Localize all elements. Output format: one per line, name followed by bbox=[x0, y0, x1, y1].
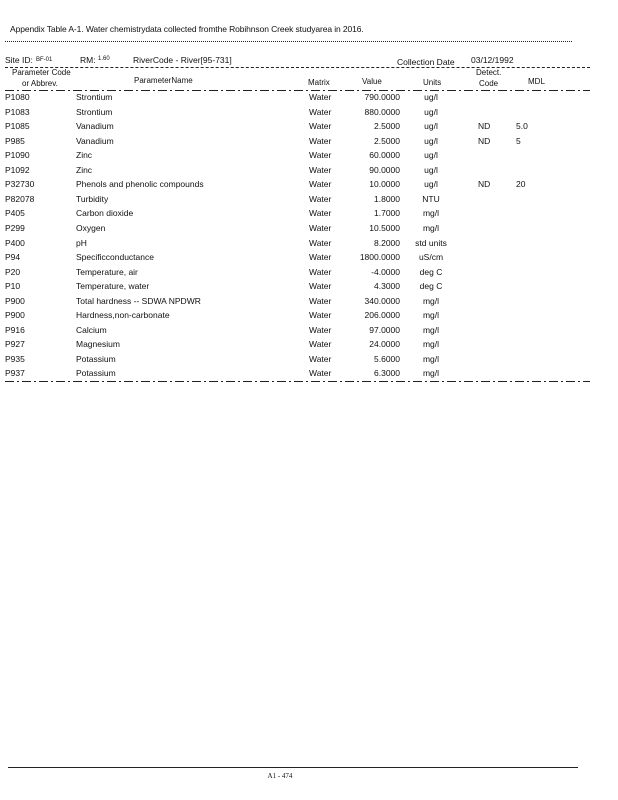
cell-matrix: Water bbox=[309, 266, 332, 277]
cell-units: ug/l bbox=[424, 150, 438, 161]
cell-matrix: Water bbox=[309, 252, 332, 263]
cell-code: P985 bbox=[5, 135, 25, 146]
cell-detect: ND bbox=[478, 121, 491, 132]
cell-name: Potassium bbox=[76, 353, 116, 364]
cell-matrix: Water bbox=[309, 150, 332, 161]
cell-name: Turbidity bbox=[76, 193, 109, 204]
cell-name: Zinc bbox=[76, 164, 93, 175]
col-header-mdl: MDL bbox=[528, 77, 545, 86]
cell-name: pH bbox=[76, 237, 87, 248]
cell-value: 1800.0000 bbox=[359, 252, 400, 263]
table-row bbox=[0, 238, 618, 252]
cell-code: P82078 bbox=[5, 193, 35, 204]
col-header-code-1: Parameter Code bbox=[12, 68, 71, 77]
table-row bbox=[0, 107, 618, 121]
cell-value: 206.0000 bbox=[364, 310, 400, 321]
cell-code: P1092 bbox=[5, 164, 30, 175]
cell-units: uS/cm bbox=[418, 252, 444, 263]
cell-matrix: Water bbox=[309, 208, 332, 219]
cell-value: 97.0000 bbox=[369, 324, 400, 335]
cell-name: Vanadium bbox=[76, 121, 114, 132]
table-row bbox=[0, 252, 618, 266]
cell-units: NTU bbox=[422, 193, 440, 204]
cell-name: Strontium bbox=[76, 92, 113, 102]
cell-code: P927 bbox=[5, 339, 25, 350]
cell-value: 340.0000 bbox=[364, 295, 400, 306]
cell-name: Temperature, air bbox=[76, 266, 138, 277]
cell-code: P94 bbox=[5, 252, 21, 263]
cell-units: ug/l bbox=[424, 164, 438, 175]
table-row bbox=[0, 267, 618, 281]
cell-name: Total hardness -- SDWA NPDWR bbox=[76, 295, 201, 306]
cell-units: mg/l bbox=[422, 339, 440, 350]
cell-code: P20 bbox=[5, 266, 21, 277]
cell-value: 790.0000 bbox=[364, 92, 400, 102]
cell-code: P937 bbox=[5, 368, 25, 379]
table-row bbox=[0, 136, 618, 150]
table-row bbox=[0, 223, 618, 237]
table-row bbox=[0, 310, 618, 324]
cell-code: P299 bbox=[5, 222, 25, 233]
cell-matrix: Water bbox=[309, 121, 332, 132]
cell-units: mg/l bbox=[422, 353, 440, 364]
footer-rule bbox=[8, 767, 578, 768]
cell-units: deg C bbox=[419, 281, 443, 292]
col-header-matrix: Matrix bbox=[308, 78, 330, 87]
cell-units: ug/l bbox=[424, 121, 438, 132]
cell-detect: ND bbox=[478, 135, 491, 146]
table-row bbox=[0, 354, 618, 368]
cell-name: Phenols and phenolic compounds bbox=[76, 179, 204, 190]
cell-matrix: Water bbox=[309, 92, 332, 102]
table-row bbox=[0, 165, 618, 179]
collection-date-value: 03/12/1992 bbox=[471, 55, 514, 65]
cell-value: 1.7000 bbox=[374, 208, 400, 219]
cell-matrix: Water bbox=[309, 310, 332, 321]
cell-code: P916 bbox=[5, 324, 25, 335]
river-code: RiverCode - River[95-731] bbox=[133, 55, 232, 65]
cell-units: ug/l bbox=[424, 106, 438, 117]
page-footer: A1 - 474 bbox=[267, 772, 293, 780]
cell-units: mg/l bbox=[422, 295, 440, 306]
cell-units: ug/l bbox=[424, 135, 438, 146]
cell-units: ug/l bbox=[424, 179, 438, 190]
cell-units: mg/l bbox=[422, 208, 440, 219]
cell-value: 2.5000 bbox=[374, 121, 400, 132]
cell-matrix: Water bbox=[309, 339, 332, 350]
cell-matrix: Water bbox=[309, 281, 332, 292]
cell-units: std units bbox=[415, 237, 447, 248]
cell-name: Carbon dioxide bbox=[76, 208, 134, 219]
table-row bbox=[0, 325, 618, 339]
cell-code: P400 bbox=[5, 237, 25, 248]
col-header-value: Value bbox=[362, 77, 382, 86]
table-row bbox=[0, 194, 618, 208]
cell-value: 60.0000 bbox=[369, 150, 400, 161]
col-header-detect-1: Detect. bbox=[476, 68, 502, 77]
cell-matrix: Water bbox=[309, 106, 332, 117]
cell-name: Vanadium bbox=[76, 135, 114, 146]
cell-matrix: Water bbox=[309, 193, 332, 204]
cell-value: 10.0000 bbox=[369, 179, 400, 190]
cell-value: 90.0000 bbox=[369, 164, 400, 175]
rm-label: RM: bbox=[80, 55, 96, 65]
cell-name: Oxygen bbox=[76, 222, 106, 233]
cell-units: mg/l bbox=[422, 310, 440, 321]
table-row bbox=[0, 150, 618, 164]
cell-code: P405 bbox=[5, 208, 25, 219]
cell-value: 10.5000 bbox=[369, 222, 400, 233]
cell-value: 1.8000 bbox=[374, 193, 400, 204]
cell-name: Potassium bbox=[76, 368, 116, 379]
table-row bbox=[0, 121, 618, 135]
cell-matrix: Water bbox=[309, 135, 332, 146]
table-row bbox=[0, 281, 618, 295]
cell-mdl: 5 bbox=[516, 135, 521, 146]
cell-name: Magnesium bbox=[76, 339, 120, 350]
cell-matrix: Water bbox=[309, 164, 332, 175]
table-row bbox=[0, 92, 618, 106]
col-header-detect-2: Code bbox=[479, 79, 499, 88]
cell-matrix: Water bbox=[309, 324, 332, 335]
cell-code: P900 bbox=[5, 295, 25, 306]
site-id-value: BF-01 bbox=[36, 57, 53, 63]
cell-code: P1085 bbox=[5, 121, 30, 132]
cell-matrix: Water bbox=[309, 222, 332, 233]
cell-name: Hardness,non-carbonate bbox=[76, 310, 170, 321]
cell-code: P1090 bbox=[5, 150, 30, 161]
cell-name: Calcium bbox=[76, 324, 107, 335]
cell-code: P935 bbox=[5, 353, 25, 364]
cell-matrix: Water bbox=[309, 237, 332, 248]
cell-name: Zinc bbox=[76, 150, 93, 161]
cell-units: mg/l bbox=[422, 368, 440, 379]
table-row bbox=[0, 296, 618, 310]
site-header-rule bbox=[5, 67, 590, 68]
table-title: Appendix Table A-1. Water chemistrydata collected fromthe Robihnson Creek studyarea in 2016. bbox=[10, 24, 364, 34]
table-row bbox=[0, 339, 618, 353]
collection-date-label: Collection Date bbox=[397, 57, 455, 67]
cell-detect: ND bbox=[478, 179, 491, 190]
cell-code: P900 bbox=[5, 310, 25, 321]
cell-matrix: Water bbox=[309, 353, 332, 364]
cell-value: 5.6000 bbox=[374, 353, 400, 364]
cell-code: P1080 bbox=[5, 92, 30, 102]
col-header-name: ParameterName bbox=[134, 76, 193, 85]
table-row bbox=[0, 208, 618, 222]
cell-units: ug/l bbox=[424, 92, 438, 102]
cell-code: P32730 bbox=[5, 179, 35, 190]
cell-mdl: 20 bbox=[516, 179, 526, 190]
cell-name: Specificconductance bbox=[76, 252, 154, 263]
cell-name: Strontium bbox=[76, 106, 113, 117]
cell-matrix: Water bbox=[309, 368, 332, 379]
cell-value: 4.3000 bbox=[374, 281, 400, 292]
cell-units: mg/l bbox=[422, 222, 440, 233]
cell-name: Temperature, water bbox=[76, 281, 150, 292]
cell-units: mg/l bbox=[422, 324, 440, 335]
cell-value: 2.5000 bbox=[374, 135, 400, 146]
cell-value: 880.0000 bbox=[364, 106, 400, 117]
cell-value: 6.3000 bbox=[374, 368, 400, 379]
cell-units: deg C bbox=[419, 266, 443, 277]
cell-matrix: Water bbox=[309, 295, 332, 306]
col-header-units: Units bbox=[423, 78, 442, 87]
site-id-label: Site ID: bbox=[5, 55, 33, 65]
table-row bbox=[0, 179, 618, 193]
cell-matrix: Water bbox=[309, 179, 332, 190]
cell-value: 8.2000 bbox=[374, 237, 400, 248]
title-rule bbox=[5, 41, 572, 42]
rm-value: 1.60 bbox=[98, 56, 110, 62]
cell-code: P1083 bbox=[5, 106, 30, 117]
cell-value: -4.0000 bbox=[371, 266, 400, 277]
col-header-code-2: or Abbrev. bbox=[22, 79, 58, 88]
cell-value: 24.0000 bbox=[369, 339, 400, 350]
cell-code: P10 bbox=[5, 281, 21, 292]
cell-mdl: 5.0 bbox=[516, 121, 528, 132]
column-header-rule bbox=[5, 90, 590, 91]
table-bottom-rule bbox=[5, 381, 590, 382]
